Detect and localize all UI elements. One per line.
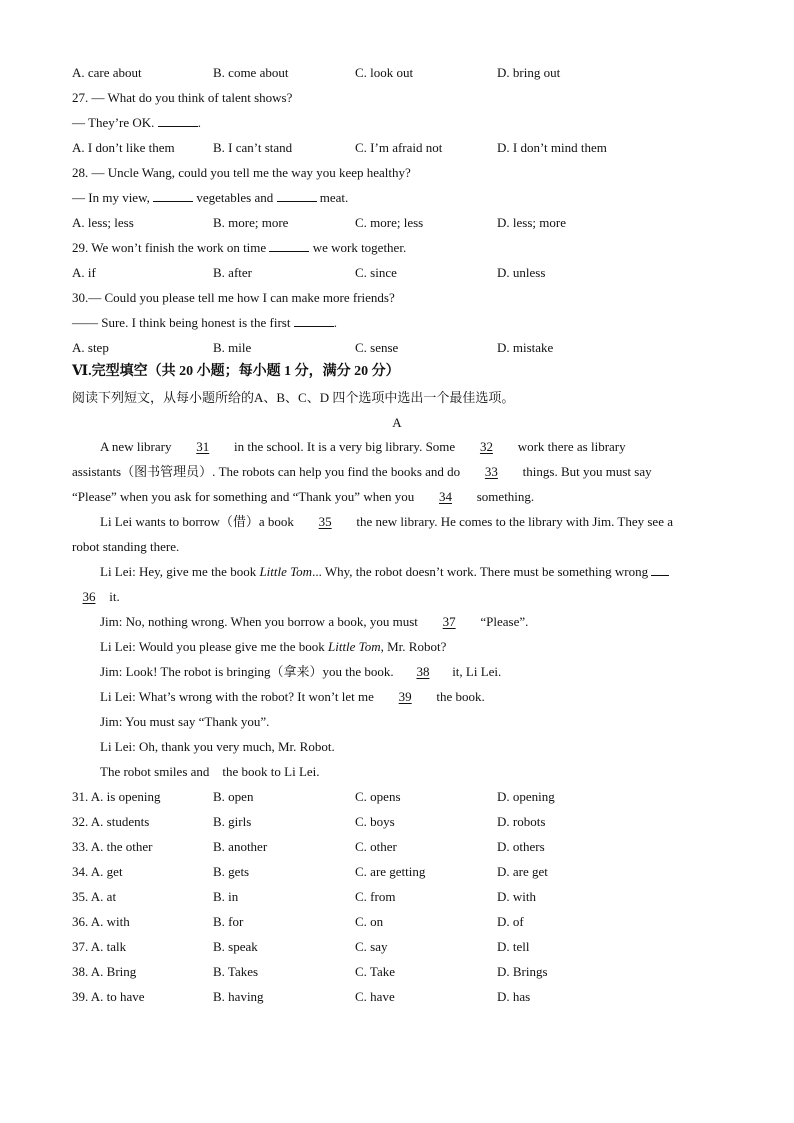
blank-36: 36 [82, 589, 96, 604]
q29-option-b: B. after [213, 265, 252, 280]
choice-option-b: B. in [213, 889, 239, 904]
choice-option-c: C. are getting [355, 864, 426, 879]
q27-answer-prefix: — They’re OK. [72, 115, 158, 130]
passage-text: work there as library [514, 439, 626, 454]
q26-option-c: C. look out [355, 65, 414, 80]
passage-text: , Mr. Robot? [380, 639, 447, 654]
choice-option-c: C. boys [355, 814, 395, 829]
q29-option-d: D. unless [497, 265, 546, 280]
book-title: Little Tom [327, 639, 381, 654]
passage-text: things. But you must say [519, 464, 652, 479]
passage-text: something. [473, 489, 535, 504]
passage-text: Li Lei: Would you please give me the book [100, 639, 328, 654]
passage-line-2 [72, 463, 652, 481]
q30-answer-part1: —— Sure. I think being honest is the first [72, 315, 294, 330]
choice-option-c: C. other [355, 839, 397, 854]
q27-stem: 27. — What do you think of talent shows? [72, 90, 293, 105]
blank-31: 31 [196, 439, 210, 454]
choice-option-c: C. opens [355, 789, 401, 804]
choice-option-a: 36. A. with [72, 914, 130, 929]
passage-line-3 [72, 488, 534, 506]
q30-option-b: B. mile [213, 340, 252, 355]
choice-option-a: 31. A. is opening [72, 789, 161, 804]
passage-line-6 [100, 563, 669, 581]
q29-option-c: C. since [355, 265, 397, 280]
passage-line-14: The robot smiles and the book to Li Lei. [100, 764, 320, 779]
passage-text: “Please”. [477, 614, 529, 629]
q29-option-a: A. if [72, 265, 96, 280]
passage-text: Li Lei: Hey, give me the book [100, 564, 260, 579]
choice-option-d: D. Brings [497, 964, 548, 979]
choice-option-d: D. others [497, 839, 545, 854]
blank-35: 35 [318, 514, 332, 529]
passage-label: A [392, 415, 402, 430]
choice-option-b: B. gets [213, 864, 250, 879]
choice-option-a: 32. A. students [72, 814, 150, 829]
blank-39: 39 [398, 689, 412, 704]
q30-answer [72, 314, 337, 332]
passage-line-7 [72, 588, 120, 606]
choice-option-a: 35. A. at [72, 889, 117, 904]
choice-option-c: C. from [355, 889, 396, 904]
blank-33: 33 [484, 464, 498, 479]
passage-text: A new library [100, 439, 175, 454]
q28-blank-1 [153, 190, 193, 202]
choice-option-b: B. Takes [213, 964, 259, 979]
q30-stem: 30.— Could you please tell me how I can make more friends? [72, 290, 395, 305]
q29-blank [269, 240, 309, 252]
passage-line-10 [100, 663, 501, 681]
q28-option-d: D. less; more [497, 215, 566, 230]
passage-text: Li Lei wants to borrow（借）a book [100, 514, 298, 529]
blank-37: 37 [442, 614, 456, 629]
q29-stem-part1: 29. We won’t finish the work on time [72, 240, 270, 255]
passage-line-13: Li Lei: Oh, thank you very much, Mr. Robot. [100, 739, 335, 754]
passage-line-1 [100, 438, 626, 456]
q28-answer-part2: vegetables and [193, 190, 277, 205]
choice-option-b: B. speak [213, 939, 258, 954]
passage-line-11 [100, 688, 485, 706]
q27-option-c: C. I’m afraid not [355, 140, 443, 155]
passage-text: Jim: No, nothing wrong. When you borrow a book, you must [100, 614, 422, 629]
choice-option-d: D. opening [497, 789, 555, 804]
choice-option-c: C. have [355, 989, 395, 1004]
q27-option-b: B. I can’t stand [213, 140, 293, 155]
choice-option-b: B. open [213, 789, 254, 804]
choice-option-d: D. tell [497, 939, 530, 954]
choice-option-d: D. has [497, 989, 531, 1004]
choice-option-a: 34. A. get [72, 864, 123, 879]
passage-text: assistants（图书管理员）. The robots can help you find the books and do [72, 464, 464, 479]
choice-option-a: 37. A. talk [72, 939, 127, 954]
passage-line-8 [100, 613, 528, 631]
blank-36-start [651, 564, 669, 576]
passage-text: in the school. It is a very big library. Some [230, 439, 459, 454]
passage-text: Li Lei: What’s wrong with the robot? It won’t let me [100, 689, 378, 704]
passage-text: the new library. He comes to the library with Jim. They see a [353, 514, 673, 529]
q27-option-d: D. I don’t mind them [497, 140, 607, 155]
choice-option-d: D. of [497, 914, 524, 929]
q30-option-d: D. mistake [497, 340, 554, 355]
choice-option-b: B. another [213, 839, 268, 854]
q28-blank-2 [277, 190, 317, 202]
passage-text: it. [106, 589, 120, 604]
choice-option-d: D. robots [497, 814, 546, 829]
choice-option-c: C. say [355, 939, 388, 954]
passage-text: Jim: Look! The robot is bringing（拿来）you the book. [100, 664, 397, 679]
q28-answer [72, 189, 348, 207]
passage-line-5: robot standing there. [72, 539, 180, 554]
choice-option-c: C. Take [355, 964, 396, 979]
passage-text: it, Li Lei. [448, 664, 502, 679]
section-heading: Ⅵ.完型填空（共 20 小题；每小题 1 分，满分 20 分） [72, 364, 400, 379]
q28-stem: 28. — Uncle Wang, could you tell me the way you keep healthy? [72, 165, 411, 180]
q30-blank [294, 315, 334, 327]
passage-text: ... Why, the robot doesn’t work. There must be something wrong [312, 564, 652, 579]
choice-option-b: B. girls [213, 814, 252, 829]
blank-32: 32 [479, 439, 493, 454]
choice-option-c: C. on [355, 914, 384, 929]
passage-line-4 [100, 513, 673, 531]
choice-option-b: B. for [213, 914, 244, 929]
book-title: Little Tom [259, 564, 313, 579]
q30-option-c: C. sense [355, 340, 399, 355]
q27-blank [158, 115, 198, 127]
choice-option-a: 33. A. the other [72, 839, 153, 854]
passage-text: the book. [433, 689, 485, 704]
choice-option-d: D. are get [497, 864, 548, 879]
choice-option-b: B. having [213, 989, 264, 1004]
q28-option-a: A. less; less [72, 215, 134, 230]
passage-line-9 [100, 638, 446, 656]
q28-option-b: B. more; more [213, 215, 289, 230]
q26-option-d: D. bring out [497, 65, 561, 80]
q26-option-b: B. come about [213, 65, 289, 80]
blank-38: 38 [416, 664, 430, 679]
section-instruction: 阅读下列短文，从每小题所给的A、B、C、D 四个选项中选出一个最佳选项。 [72, 390, 515, 405]
q28-answer-part1: — In my view, [72, 190, 154, 205]
q30-option-a: A. step [72, 340, 109, 355]
q28-option-c: C. more; less [355, 215, 424, 230]
q27-answer-suffix: . [197, 115, 201, 130]
q30-answer-part2: . [333, 315, 337, 330]
q27-answer [72, 114, 201, 132]
passage-text: “Please” when you ask for something and “Thank you” when you [72, 489, 418, 504]
choice-option-a: 38. A. Bring [72, 964, 137, 979]
q29-stem-part2: we work together. [309, 240, 407, 255]
q28-answer-part3: meat. [316, 190, 349, 205]
q26-option-a: A. care about [72, 65, 142, 80]
choice-option-d: D. with [497, 889, 536, 904]
q29-stem [72, 239, 406, 257]
choice-option-a: 39. A. to have [72, 989, 145, 1004]
passage-line-12: Jim: You must say “Thank you”. [100, 714, 270, 729]
q27-option-a: A. I don’t like them [72, 140, 175, 155]
blank-34: 34 [439, 489, 452, 504]
